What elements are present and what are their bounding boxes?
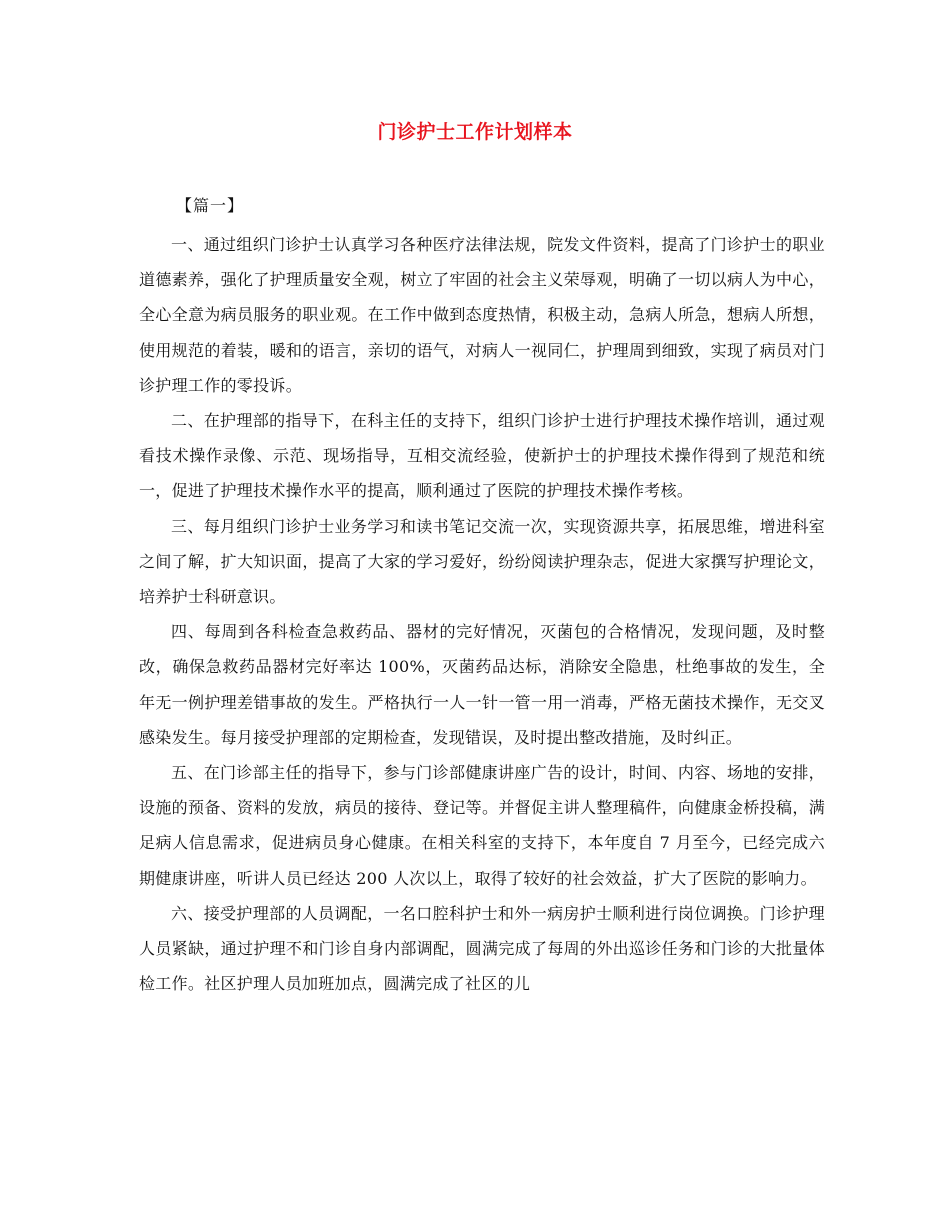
document-title: 门诊护士工作计划样本 xyxy=(377,121,573,143)
paragraph-3: 三、每月组织门诊护士业务学习和读书笔记交流一次，实现资源共享，拓展思维，增进科室之间了解，扩大知识面，提高了大家的学习爱好，纷纷阅读护理杂志，促进大家撰写护理论文，培养护士科研意识。 xyxy=(139,516,825,607)
section-label: 【篇一】 xyxy=(176,196,245,215)
paragraph-6: 六、接受护理部的人员调配，一名口腔科护士和外一病房护士顺利进行岗位调换。门诊护理人员紧缺，通过护理不和门诊自身内部调配，圆满完成了每周的外出巡诊任务和门诊的大批量体检工作。社区护理人员加班加点，圆满完成了社区的儿 xyxy=(139,903,825,994)
paragraph-1: 一、通过组织门诊护士认真学习各种医疗法律法规，院发文件资料，提高了门诊护士的职业道德素养，强化了护理质量安全观，树立了牢固的社会主义荣辱观，明确了一切以病人为中心，全心全意为病员服务的职业观。在工作中做到态度热情，积极主动，急病人所急，想病人所想，使用规范的着装，暖和的语言，亲切的语气，对病人一视同仁，护理周到细致，实现了病员对门诊护理工作的零投诉。 xyxy=(139,235,825,395)
document-body xyxy=(139,227,825,1001)
paragraph-5: 五、在门诊部主任的指导下，参与门诊部健康讲座广告的设计，时间、内容、场地的安排，设施的预备、资料的发放，病员的接待、登记等。并督促主讲人整理稿件，向健康金桥投稿，满足病人信息需求，促进病员身心健康。在相关科室的支持下，本年度自 7 月至今，已经完成六期健康讲座，听讲人员已经达 200 人次以上，取得了较好的社会效益，扩大了医院的影响力。 xyxy=(139,763,825,888)
paragraph-2: 二、在护理部的指导下，在科主任的支持下，组织门诊护士进行护理技术操作培训，通过观看技术操作录像、示范、现场指导，互相交流经验，使新护士的护理技术操作得到了规范和统一，促进了护理技术操作水平的提高，顺利通过了医院的护理技术操作考核。 xyxy=(139,411,825,501)
paragraph-4: 四、每周到各科检查急救药品、器材的完好情况，灭菌包的合格情况，发现问题，及时整改，确保急救药品器材完好率达 100%，灭菌药品达标，消除安全隐患，杜绝事故的发生，全年无一例护理差错事故的发生。严格执行一人一针一管一用一消毒，严格无菌技术操作，无交叉感染发生。每月接受护理部的定期检查，发现错误，及时提出整改措施，及时纠正。 xyxy=(139,622,825,747)
